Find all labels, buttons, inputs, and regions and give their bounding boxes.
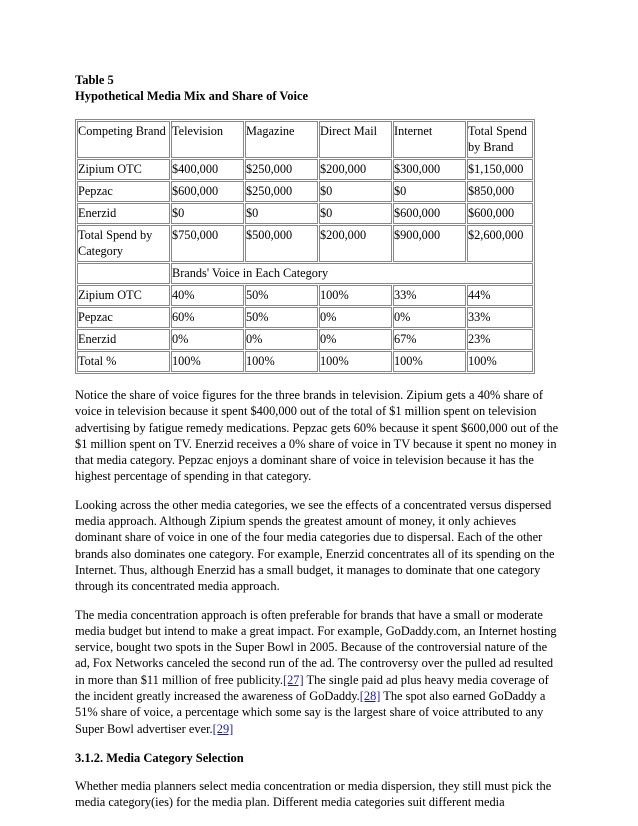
table-title: Hypothetical Media Mix and Share of Voice [75, 89, 309, 103]
paragraph-category-selection: Whether media planners select media concentration or media dispersion, they still must pick the media category(ies) for the media plan. Different media categories suit different media [75, 778, 552, 810]
header-cell: Magazine [245, 121, 318, 158]
table-cell: $0 [245, 203, 318, 224]
table-cell: $900,000 [393, 225, 466, 262]
table-row [77, 181, 533, 202]
paragraph-dispersal: Looking across the other media categories, we see the effects of a concentrated versus dispersed media approach. Although Zipium spends the greatest amount of money, it only achieves dominant share of voice in one of the four media categories due to dispersal. Each of the other brands also dominates one category. For example, Enerzid concentrates all of its spending on the Internet. Thus, although Enerzid has a small budget, it manages to dominate that one category through its concentrated media approach. [75, 497, 555, 594]
table-cell: $2,600,000 [467, 225, 533, 262]
table-cell: $300,000 [393, 159, 466, 180]
table-row [77, 159, 533, 180]
table-cell: 23% [467, 329, 533, 350]
table-cell: $0 [171, 203, 244, 224]
table-cell: 44% [467, 285, 533, 306]
document-page [75, 72, 565, 811]
table-row [77, 329, 533, 350]
table-cell: 0% [319, 307, 392, 328]
table-number: Table 5 [75, 73, 114, 87]
header-cell: Competing Brand [77, 121, 170, 158]
table-cell: $600,000 [393, 203, 466, 224]
table-row [77, 307, 533, 328]
table-cell: 33% [393, 285, 466, 306]
section-label: Brands' Voice in Each Category [171, 263, 533, 284]
table-cell: 100% [467, 351, 533, 372]
table-cell: 0% [393, 307, 466, 328]
table-cell: 0% [171, 329, 244, 350]
table-cell: $750,000 [171, 225, 244, 262]
table-cell: 100% [245, 351, 318, 372]
table-cell: Pepzac [77, 181, 170, 202]
table-cell: Zipium OTC [77, 159, 170, 180]
table-cell: Enerzid [77, 203, 170, 224]
media-mix-table [75, 119, 535, 374]
header-cell: Television [171, 121, 244, 158]
paragraph-text: The spot also earned GoDaddy a 51% share of voice, a percentage which some say is the largest share of voice attributed to any Super Bowl advertiser ever. [75, 689, 546, 736]
table-cell: Zipium OTC [77, 285, 170, 306]
table-row [77, 351, 533, 372]
table-cell: $0 [319, 203, 392, 224]
footnote-link-27[interactable]: [27] [282, 672, 304, 687]
table-cell: $850,000 [467, 181, 533, 202]
table-cell: 60% [171, 307, 244, 328]
table-cell: 100% [171, 351, 244, 372]
table-cell: 100% [319, 351, 392, 372]
table-cell: $0 [319, 181, 392, 202]
paragraph-concentration [75, 607, 563, 737]
header-cell: Internet [393, 121, 466, 158]
table-header-row [77, 121, 533, 158]
table-cell: 50% [245, 285, 318, 306]
table-cell: Total Spend by Category [77, 225, 170, 262]
table-cell: 100% [319, 285, 392, 306]
table-row [77, 225, 533, 262]
table-row [77, 285, 533, 306]
table-cell: 67% [393, 329, 466, 350]
table-cell: Enerzid [77, 329, 170, 350]
paragraph-text: The media concentration approach is often preferable for brands that have a small or moderate media budget but intend to make a great impact. For example, GoDaddy.com, an Internet hosting service, bought two spots in the Super Bowl in 2005. Because of the controversial nature of the ad, Fox Networks canceled the second run of the ad. The controversy over the pulled ad resulted in more than $11 million of free publicity. [75, 607, 557, 687]
table-cell: Total % [77, 351, 170, 372]
table-cell: $200,000 [319, 225, 392, 262]
table-section-row [77, 263, 533, 284]
table-cell: 0% [245, 329, 318, 350]
table-cell: $600,000 [467, 203, 533, 224]
table-cell: $1,150,000 [467, 159, 533, 180]
footnote-link-29[interactable]: [29] [212, 721, 234, 736]
table-cell: Pepzac [77, 307, 170, 328]
table-cell: 100% [393, 351, 466, 372]
footnote-link-28[interactable]: [28] [359, 689, 381, 704]
table-cell: 50% [245, 307, 318, 328]
header-cell: Total Spend by Brand [467, 121, 533, 158]
table-cell: $500,000 [245, 225, 318, 262]
table-cell: 33% [467, 307, 533, 328]
paragraph-tv-share: Notice the share of voice figures for the three brands in television. Zipium gets a 40% share of voice in television because it spent $400,000 out of the total of $1 million spent on television advertising by fatigue remedy medications. Pepzac gets 60% because it spent $600,000 out of the $1 million spent on TV. Enerzid receives a 0% share of voice in TV because it spent no money in that media category. Pepzac enjoys a dominant share of voice in television because it has the highest percentage of spending in that category. [75, 388, 559, 484]
table-cell: $400,000 [171, 159, 244, 180]
table-cell-empty [77, 263, 170, 284]
paragraph-text: The single paid ad plus heavy media coverage of the incident greatly increased the awareness of GoDaddy. [75, 672, 549, 704]
header-cell: Direct Mail [319, 121, 392, 158]
table-cell: 0% [319, 329, 392, 350]
section-heading: 3.1.2. Media Category Selection [75, 750, 244, 765]
table-cell: $0 [393, 181, 466, 202]
table-cell: $200,000 [319, 159, 392, 180]
table-cell: $250,000 [245, 181, 318, 202]
table-row [77, 203, 533, 224]
table-cell: 40% [171, 285, 244, 306]
table-cell: $600,000 [171, 181, 244, 202]
table-cell: $250,000 [245, 159, 318, 180]
